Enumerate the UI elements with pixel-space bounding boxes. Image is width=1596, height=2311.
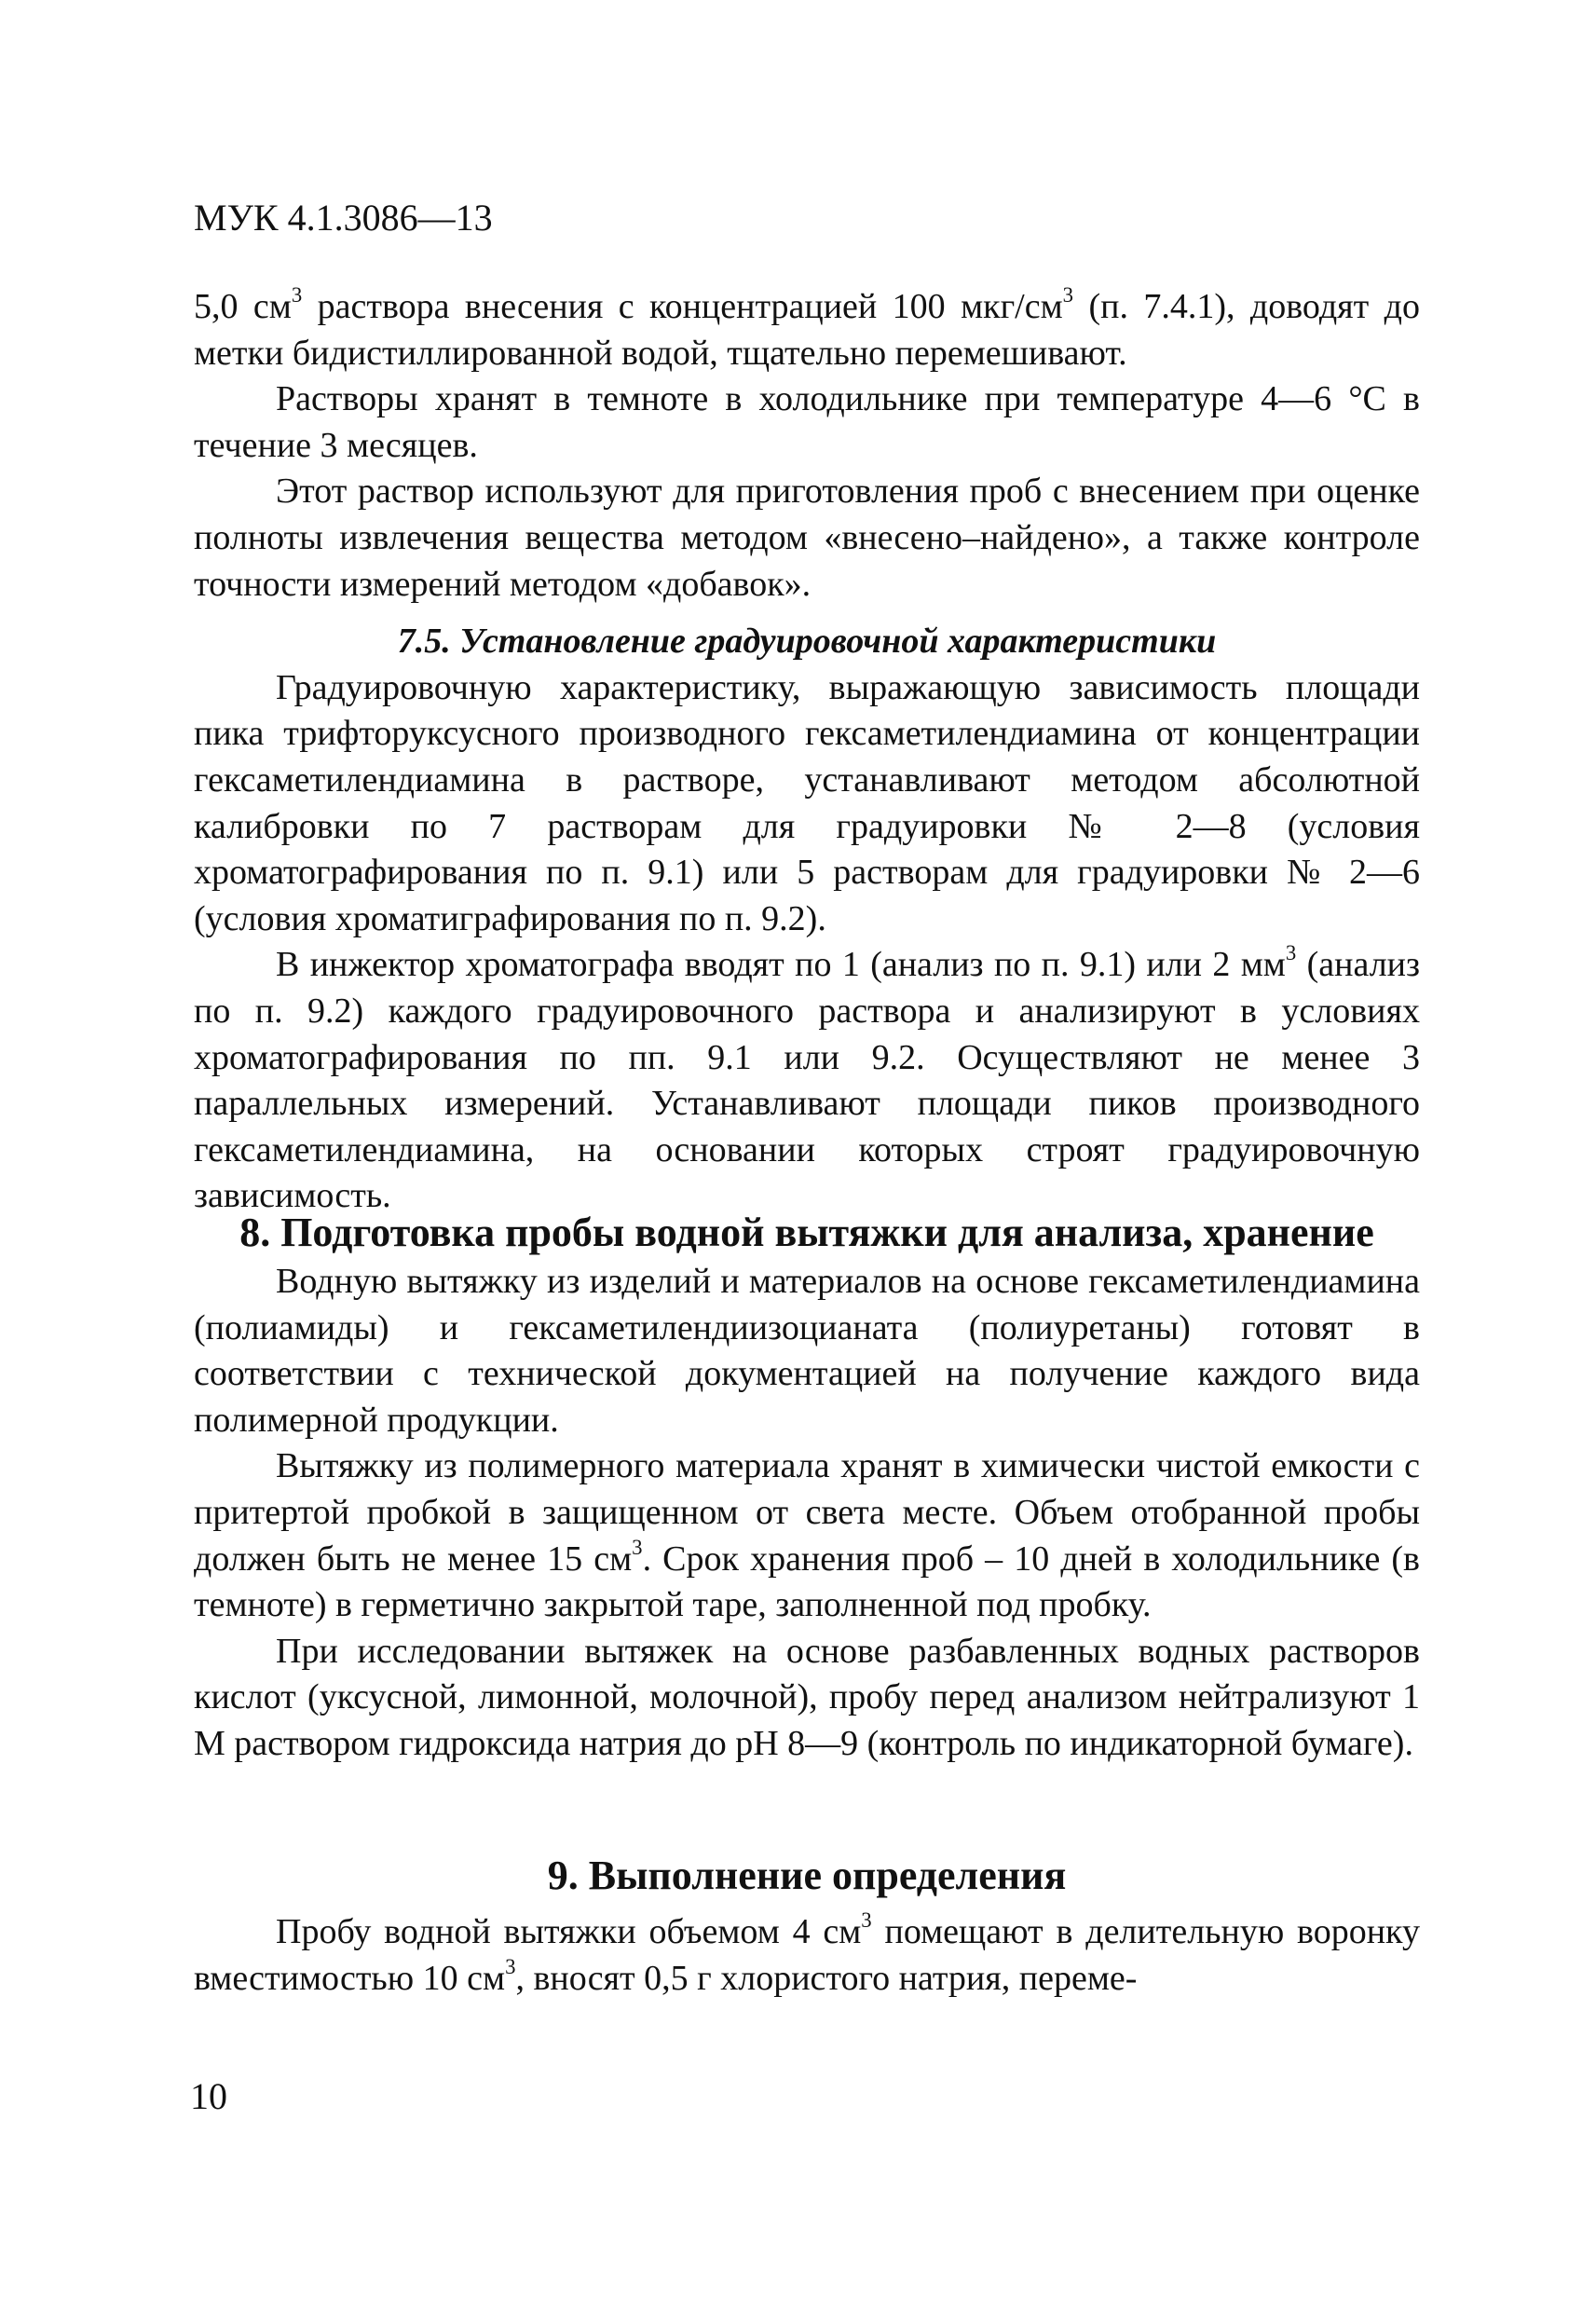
superscript: 3 [505,1954,516,1978]
paragraph-storage: Растворы хранят в темноте в холодильнике при температуре 4—6 °С в течение 3 месяцев. [194,379,1420,465]
text-fragment: (анализ по п. 9.2) каждого градуировочного раствора и анализируют в условиях хроматографирования по пп. 9.1 или 9.2. Осуществляют не менее 3 параллельных измерений. Устанавливают площади пиков производного гексаметилендиамина, на основании которых строят градуировочную зависимость. [194,945,1421,1216]
text-fragment: Пробу водной вытяжки объемом 4 см [276,1912,862,1951]
superscript: 3 [291,282,303,307]
text-fragment: Вытяжку из полимерного материала хранят в химически чистой емкости с притертой пробкой в защищенном от света месте. Объем отобранной пробы должен быть не менее 15 см [194,1446,1420,1579]
text-fragment: , вносят 0,5 г хлористого натрия, переме- [515,1958,1138,1998]
paragraph-water-extract: Водную вытяжку из изделий и материалов на основе гексаметилендиамина (полиамиды) и гексаметилендиизоцианата (полиуретаны) готовят в соответствии с технической документацией на получение каждого вида полимерной продукции. [194,1262,1420,1440]
text-fragment: 5,0 см [194,287,292,326]
superscript: 3 [1062,282,1074,307]
subsection-title-7-5: 7.5. Установление градуировочной характеристики [397,622,1217,662]
page-number: 10 [190,2075,227,2117]
text-fragment: . Срок хранения проб – 10 дней в холодильнике (в темноте) в герметично закрытой таре, заполненной под пробку. [194,1538,1421,1625]
document-code-header: МУК 4.1.3086—13 [194,197,493,239]
text-fragment: В инжектор хроматографа вводят по 1 (анализ по п. 9.1) или 2 мм [276,945,1286,985]
section-title-9: 9. Выполнение определения [547,1853,1067,1898]
text-fragment: (п. 7.4.1), доводят до метки бидистиллированной водой, тщательно перемешивают. [194,287,1420,373]
superscript: 3 [861,1908,872,1932]
superscript: 3 [632,1535,643,1559]
section-title-8: 8. Подготовка пробы водной вытяжки для анализа, хранение [239,1210,1374,1255]
section-9 [194,1850,1420,2002]
continuation-and-section-7-5 [194,284,1420,1220]
paragraph-neutralization: При исследовании вытяжек на основе разбавленных водных растворов кислот (уксусной, лимонной, молочной), пробу перед анализом нейтрализуют 1 М раствором гидроксида натрия до рН 8—9 (контроль по индикаторной бумаге). [194,1631,1420,1763]
superscript: 3 [1285,941,1297,965]
text-fragment: помещают в делительную воронку вместимостью 10 см [194,1912,1420,1998]
paragraph-usage: Этот раствор используют для приготовления проб с внесением при оценке полноты извлечения вещества методом «внесено–найдено», а также контроле точности измерений методом «добавок». [194,472,1420,604]
paragraph-calibration-characteristic: Градуировочную характеристику, выражающую зависимость площади пика трифторуксусного производного гексаметилендиамина от концентрации гексаметилендиамина в растворе, устанавливают методом абсолютной калибровки по 7 растворам для градуировки № 2—8 (условия хроматографирования по п. 9.1) или 5 растворам для градуировки № 2—6 (условия хроматиграфирования по п. 9.2). [194,667,1420,938]
paragraph-solution-volume [194,284,1420,376]
section-8 [194,1207,1420,1768]
paragraph-determination [194,1909,1420,2002]
paragraph-extract-storage [194,1443,1420,1628]
text-fragment: раствора внесения с концентрацией 100 мкг/см [302,287,1063,326]
paragraph-injection [194,942,1420,1220]
